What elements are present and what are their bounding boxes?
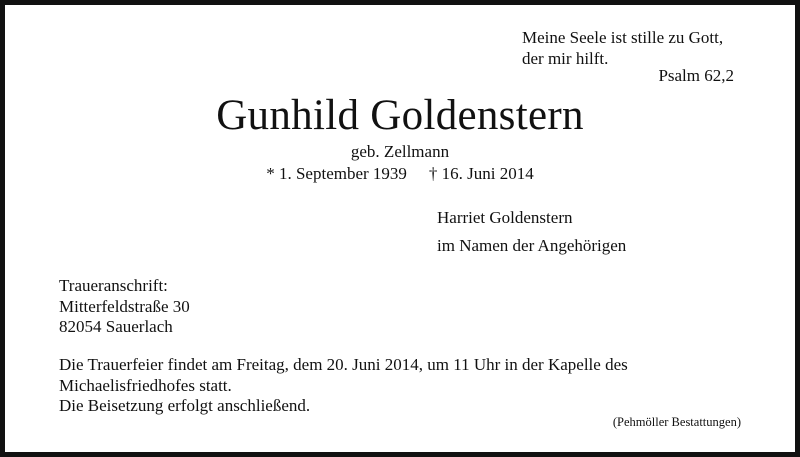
bible-verse — [522, 27, 723, 69]
address-label: Traueranschrift: — [59, 276, 168, 295]
mourner-on-behalf: im Namen der Angehörigen — [437, 236, 627, 255]
mourner-name: Harriet Goldenstern — [437, 208, 573, 227]
funeral-line-2: Michaelisfriedhofes statt. — [59, 375, 232, 395]
death-date: † 16. Juni 2014 — [428, 164, 534, 183]
deceased-name: Gunhild Goldenstern — [216, 92, 584, 139]
birth-date: * 1. September 1939 — [266, 164, 407, 183]
maiden-name: geb. Zellmann — [350, 142, 450, 161]
address-city: 82054 Sauerlach — [59, 317, 173, 336]
funeral-line-3: Die Beisetzung erfolgt anschließend. — [59, 396, 311, 415]
verse-reference: Psalm 62,2 — [658, 66, 734, 85]
funeral-line-1: Die Trauerfeier findet am Freitag, dem 20. Juni 2014, um 11 Uhr in der Kapelle des — [59, 355, 628, 374]
undertaker-credit: (Pehmöller Bestattungen) — [612, 415, 741, 429]
funeral-notice — [59, 355, 628, 417]
verse-line-2: der mir hilft. — [522, 49, 609, 68]
mourning-address — [59, 276, 190, 338]
verse-line-1: Meine Seele ist stille zu Gott, — [522, 28, 724, 47]
life-dates — [0, 164, 800, 184]
address-street: Mitterfeldstraße 30 — [59, 296, 190, 316]
